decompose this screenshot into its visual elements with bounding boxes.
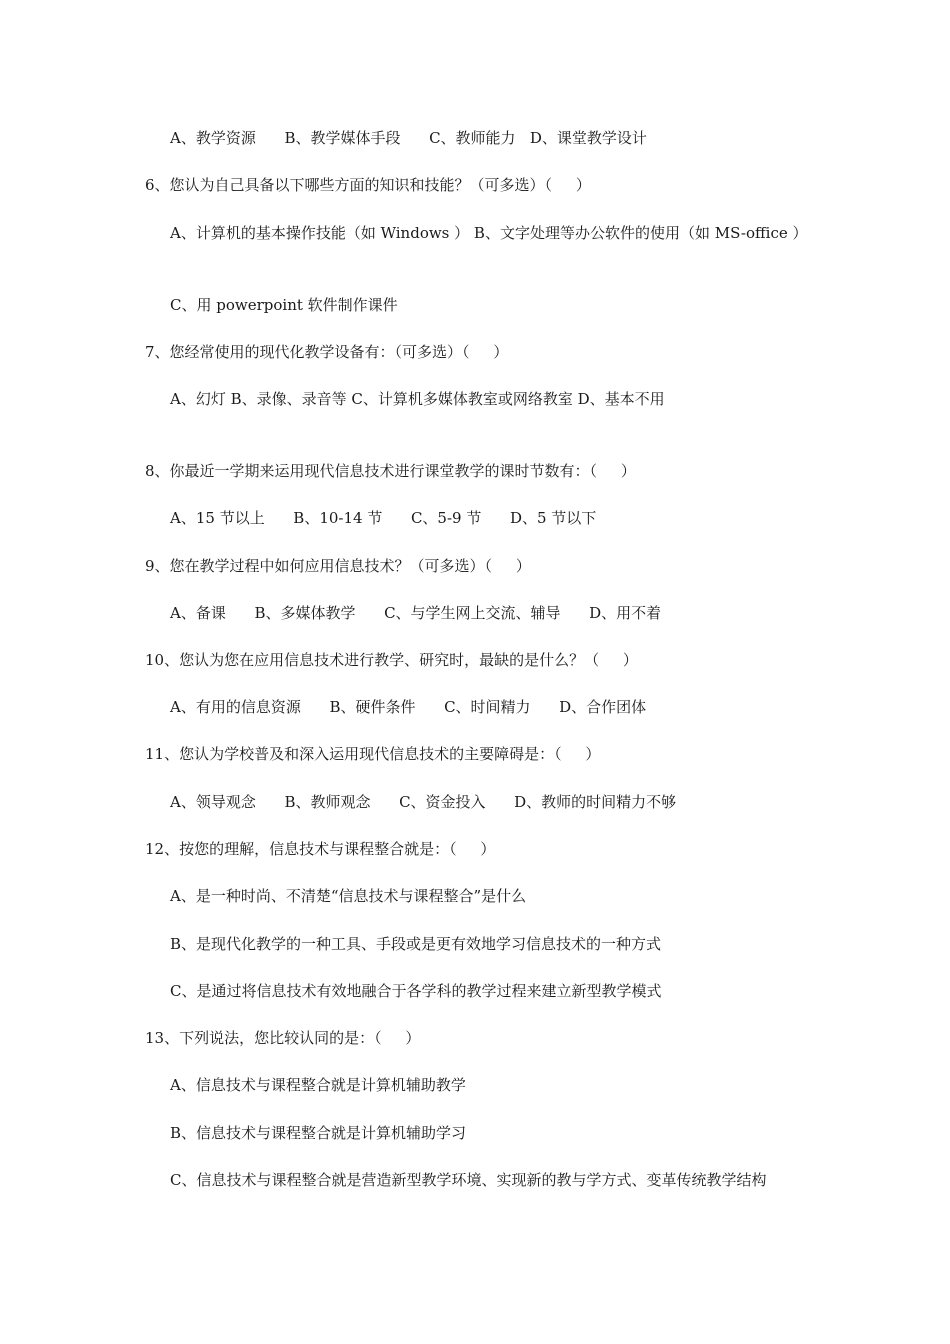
- q13-option-c: C、信息技术与课程整合就是营造新型教学环境、实现新的教与学方式、变革传统教学结构: [170, 1171, 767, 1189]
- question-9: 9、您在教学过程中如何应用信息技术？（可多选）（ ）: [145, 557, 531, 575]
- question-6: 6、您认为自己具备以下哪些方面的知识和技能？（可多选）（ ）: [145, 176, 591, 194]
- q13-option-b: B、信息技术与课程整合就是计算机辅助学习: [170, 1124, 467, 1142]
- q6-option-c: C、用 powerpoint 软件制作课件: [170, 296, 398, 314]
- q6-options-a-b: A、计算机的基本操作技能（如 Windows ） B、文字处理等办公软件的使用（如 MS-office ）: [170, 224, 808, 242]
- question-7: 7、您经常使用的现代化教学设备有：（可多选）（ ）: [145, 343, 509, 361]
- q12-option-c: C、是通过将信息技术有效地融合于各学科的教学过程来建立新型教学模式: [170, 982, 662, 1000]
- q13-option-a: A、信息技术与课程整合就是计算机辅助教学: [170, 1076, 466, 1094]
- question-12: 12、按您的理解，信息技术与课程整合就是：（ ）: [145, 840, 496, 858]
- q12-option-b: B、是现代化教学的一种工具、手段或是更有效地学习信息技术的一种方式: [170, 935, 662, 953]
- q9-options: A、备课 B、多媒体教学 C、与学生网上交流、辅导 D、用不着: [170, 604, 662, 622]
- q12-option-a: A、是一种时尚、不清楚“信息技术与课程整合”是什么: [170, 887, 527, 905]
- question-8: 8、你最近一学期来运用现代信息技术进行课堂教学的课时节数有：（ ）: [145, 462, 636, 480]
- q11-options: A、领导观念 B、教师观念 C、资金投入 D、教师的时间精力不够: [170, 793, 677, 811]
- question-13: 13、下列说法，您比较认同的是：（ ）: [145, 1029, 421, 1047]
- q7-options: A、幻灯 B、录像、录音等 C、计算机多媒体教室或网络教室 D、基本不用: [170, 390, 665, 408]
- question-11: 11、您认为学校普及和深入运用现代信息技术的主要障碍是：（ ）: [145, 745, 601, 763]
- question-10: 10、您认为您在应用信息技术进行教学、研究时，最缺的是什么？（ ）: [145, 651, 638, 669]
- q5-options: A、教学资源 B、教学媒体手段 C、教师能力 D、课堂教学设计: [170, 129, 647, 147]
- q8-options: A、15 节以上 B、10-14 节 C、5-9 节 D、5 节以下: [170, 509, 597, 527]
- q10-options: A、有用的信息资源 B、硬件条件 C、时间精力 D、合作团体: [170, 698, 647, 716]
